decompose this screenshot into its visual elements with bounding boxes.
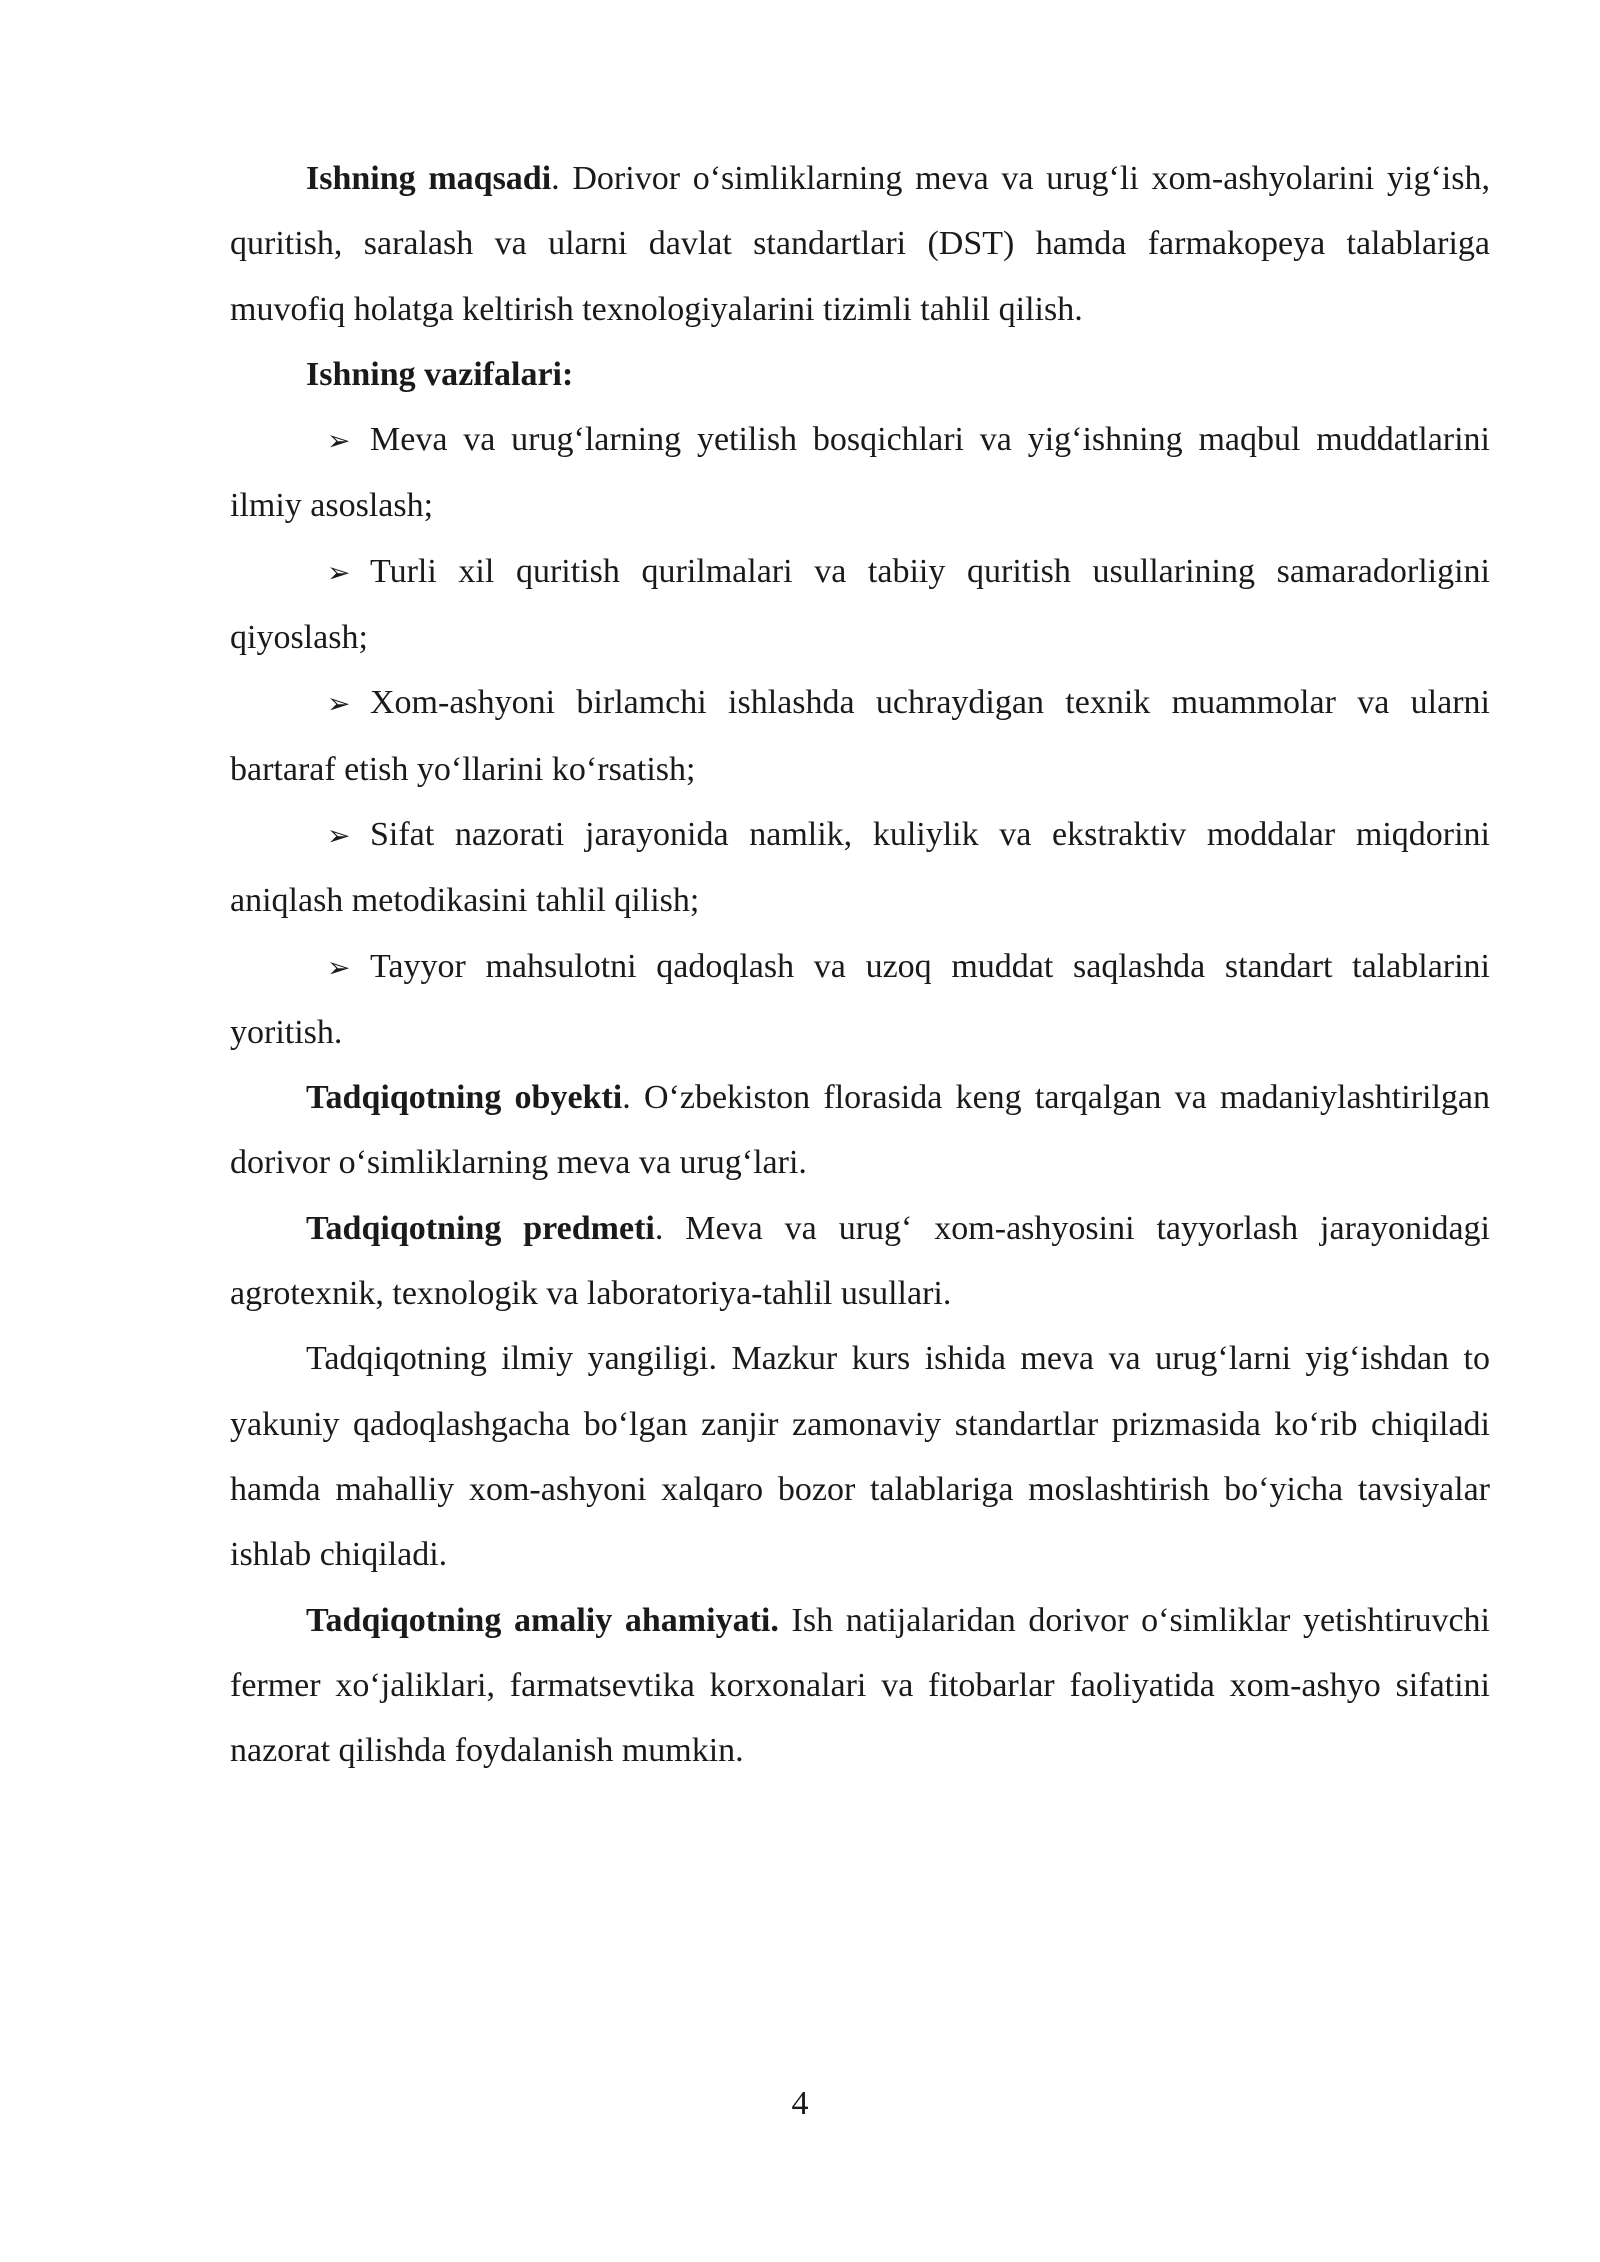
arrow-bullet-icon: ➢ bbox=[327, 555, 351, 589]
arrow-bullet-icon: ➢ bbox=[327, 424, 351, 458]
arrow-bullet-icon: ➢ bbox=[327, 950, 351, 984]
purpose-text: Dorivor o‘simliklarning meva va urug‘li xom-ashyolarini yig‘ish, quritish, saralash va ularni davlat standartlari (DST) hamda farmakopeya talablariga muvofiq holatga keltirish texnologiyalarini tizimli tahlil qilish. bbox=[230, 160, 1490, 328]
arrow-bullet-icon: ➢ bbox=[327, 687, 351, 721]
novelty-text: Tadqiqotning ilmiy yangiligi. Mazkur kurs ishida meva va urug‘larni yig‘ishdan to yakuniy qadoqlashgacha bo‘lgan zanjir zamonaviy standartlar prizmasida ko‘rib chiqiladi hamda mahalliy xom-ashyoni xalqaro bozor talablariga moslashtirish bo‘yicha tavsiyalar ishlab chiqiladi. bbox=[230, 1340, 1490, 1574]
task-text-3: Xom-ashyoni birlamchi ishlashda uchraydigan texnik muammolar va ularni bartaraf etish yo‘llarini ko‘rsatish; bbox=[230, 684, 1490, 788]
purpose-punct: . bbox=[551, 160, 560, 197]
tasks-heading-paragraph bbox=[230, 342, 1490, 407]
page-number: 4 bbox=[791, 2085, 809, 2122]
practical-paragraph bbox=[230, 1588, 1490, 1784]
subject-label: Tadqiqotning predmeti bbox=[306, 1209, 655, 1247]
subject-paragraph bbox=[230, 1196, 1490, 1327]
task-item-4 bbox=[230, 802, 1490, 934]
object-label: Tadqiqotning obyekti bbox=[306, 1079, 623, 1117]
practical-label: Tadqiqotning amaliy ahamiyati. bbox=[306, 1601, 779, 1639]
subject-punct: . bbox=[654, 1209, 664, 1247]
task-text-2: Turli xil quritish qurilmalari va tabiiy quritish usullarining samaradorligini qiyoslash; bbox=[230, 552, 1490, 657]
purpose-paragraph bbox=[230, 146, 1490, 342]
object-punct: . bbox=[622, 1079, 631, 1117]
task-item-3 bbox=[230, 670, 1490, 802]
task-item-5 bbox=[230, 934, 1490, 1066]
task-item-1 bbox=[230, 407, 1490, 539]
subject-text: Meva va urug‘ xom-ashyosini tayyorlash jarayonidagi agrotexnik, texnologik va laboratoriya-tahlil usullari. bbox=[230, 1209, 1490, 1313]
object-text: O‘zbekiston florasida keng tarqalgan va madaniylashtirilgan dorivor o‘simliklarning meva va urug‘lari. bbox=[230, 1079, 1490, 1182]
task-text-5: Tayyor mahsulotni qadoqlash va uzoq muddat saqlashda standart talablarini yoritish. bbox=[230, 947, 1490, 1051]
purpose-label: Ishning maqsadi bbox=[306, 160, 552, 197]
task-item-2 bbox=[230, 539, 1490, 671]
object-paragraph bbox=[230, 1065, 1490, 1196]
tasks-heading: Ishning vazifalari: bbox=[306, 355, 574, 393]
novelty-paragraph bbox=[230, 1326, 1490, 1587]
practical-text: Ish natijalaridan dorivor o‘simliklar yetishtiruvchi fermer xo‘jaliklari, farmatsevtika korxonalari va fitobarlar faoliyatida xom-ashyo sifatini nazorat qilishda foydalanish mumkin. bbox=[230, 1601, 1491, 1770]
document-body bbox=[230, 146, 1490, 1783]
task-text-1: Meva va urug‘larning yetilish bosqichlari va yig‘ishning maqbul muddatlarini ilmiy asoslash; bbox=[230, 421, 1490, 525]
task-text-4: Sifat nazorati jarayonida namlik, kuliylik va ekstraktiv moddalar miqdorini aniqlash metodikasini tahlil qilish; bbox=[230, 815, 1490, 920]
arrow-bullet-icon: ➢ bbox=[327, 818, 351, 852]
